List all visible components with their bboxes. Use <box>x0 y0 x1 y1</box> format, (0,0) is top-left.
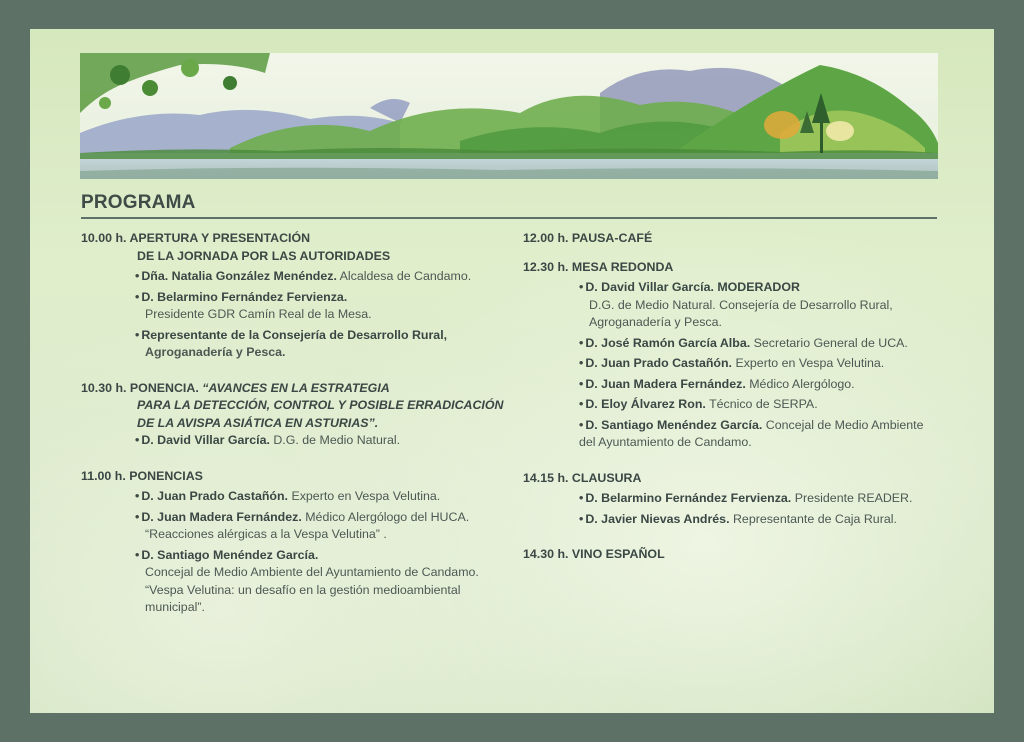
bullet-icon: • <box>135 489 140 503</box>
list-item: • Dña. Natalia González Menéndez. Alcaldesa de Candamo. <box>135 269 472 283</box>
session-keynote <box>81 380 521 450</box>
bullet-icon: • <box>135 327 140 342</box>
bullet-icon: • <box>135 289 140 304</box>
list-item: • D. David Villar García. D.G. de Medio Natural. <box>135 433 401 447</box>
list-item: • D. Belarmino Fernández Fervienza. Presidente READER. <box>579 491 913 505</box>
session-time: 10.30 h. <box>81 380 127 395</box>
list-item: • D. Belarmino Fernández Fervienza. Presidente GDR Camín Real de la Mesa. <box>135 289 372 321</box>
session-title-cont: DE LA JORNADA POR LAS AUTORIDADES <box>137 248 391 263</box>
list-item: • D. Juan Madera Fernández. Médico Alergólogo. <box>579 376 855 391</box>
page-title: PROGRAMA <box>81 192 196 213</box>
speaker-list <box>523 279 943 452</box>
session-time: 14.30 h. <box>523 547 569 561</box>
bullet-icon: • <box>579 511 584 526</box>
list-item: • D. Santiago Menéndez García. Concejal de Medio Ambiente del Ayuntamiento de Candamo. <box>579 417 924 449</box>
bullet-icon: • <box>579 356 584 370</box>
session-round-table <box>523 259 943 452</box>
session-talks <box>81 468 521 617</box>
bullet-icon: • <box>135 509 140 524</box>
bullet-icon: • <box>579 397 584 411</box>
list-item: • Representante de la Consejería de Desarrollo Rural, Agroganadería y Pesca. <box>135 327 448 359</box>
list-item: • D. David Villar García. MODERADOR D.G. de Medio Natural. Consejería de Desarrollo Rural, Agroganadería y Pesca. <box>579 280 893 329</box>
session-title: MESA REDONDA <box>571 259 674 274</box>
session-title-cont: PARA LA DETECCIÓN, CONTROL Y POSIBLE ERRADICACIÓN <box>137 398 504 412</box>
session-time: 10.00 h. <box>81 231 127 245</box>
list-item: • D. Javier Nievas Andrés. Representante de Caja Rural. <box>579 511 897 526</box>
session-opening <box>81 230 521 362</box>
session-title: APERTURA Y PRESENTACIÓN <box>129 231 311 245</box>
session-reception <box>523 546 943 564</box>
program-left-column <box>81 230 521 619</box>
program-right-column <box>523 230 943 566</box>
bullet-icon: • <box>579 376 584 391</box>
session-coffee-break <box>523 230 943 248</box>
list-item: • D. Juan Prado Castañón. Experto en Vespa Velutina. <box>579 356 885 370</box>
session-title-italic: “AVANCES EN LA ESTRATEGIA <box>202 380 390 395</box>
session-title: PONENCIAS <box>129 468 203 483</box>
list-item: • D. José Ramón García Alba. Secretario General de UCA. <box>579 335 908 350</box>
speaker-list <box>81 268 521 362</box>
session-time: 12.30 h. <box>523 259 569 274</box>
session-time: 14.15 h. <box>523 470 569 485</box>
speaker-list <box>81 488 521 617</box>
session-title-cont: DE LA AVISPA ASIÁTICA EN ASTURIAS”. <box>137 415 379 430</box>
list-item: • D. Santiago Menéndez García. Concejal de Medio Ambiente del Ayuntamiento de Candamo. “Vespa Velutina: un desafío en la gestión medioambiental municipal”. <box>135 547 479 614</box>
speaker-list <box>523 490 943 528</box>
list-item: • D. Juan Prado Castañón. Experto en Vespa Velutina. <box>135 489 441 503</box>
session-title: PAUSA-CAFÉ <box>571 231 653 245</box>
session-title: VINO ESPAÑOL <box>571 547 665 561</box>
list-item: • D. Juan Madera Fernández. Médico Alergólogo del HUCA. “Reacciones alérgicas a la Vespa Velutina” . <box>135 509 470 541</box>
bullet-icon: • <box>579 417 584 432</box>
session-time: 12.00 h. <box>523 231 569 245</box>
bullet-icon: • <box>135 269 140 283</box>
session-time: 11.00 h. <box>81 468 126 483</box>
session-title: CLAUSURA <box>571 470 642 485</box>
speaker-list <box>81 432 521 450</box>
program-card <box>30 29 994 713</box>
bullet-icon: • <box>579 280 584 294</box>
watercolor-landscape-illustration <box>80 53 938 179</box>
session-closing <box>523 470 943 529</box>
bullet-icon: • <box>135 547 140 562</box>
bullet-icon: • <box>579 335 584 350</box>
list-item: • D. Eloy Álvarez Ron. Técnico de SERPA. <box>579 397 818 411</box>
session-title: PONENCIA. <box>129 380 199 395</box>
bullet-icon: • <box>135 433 140 447</box>
bullet-icon: • <box>579 491 584 505</box>
title-divider <box>81 217 937 219</box>
